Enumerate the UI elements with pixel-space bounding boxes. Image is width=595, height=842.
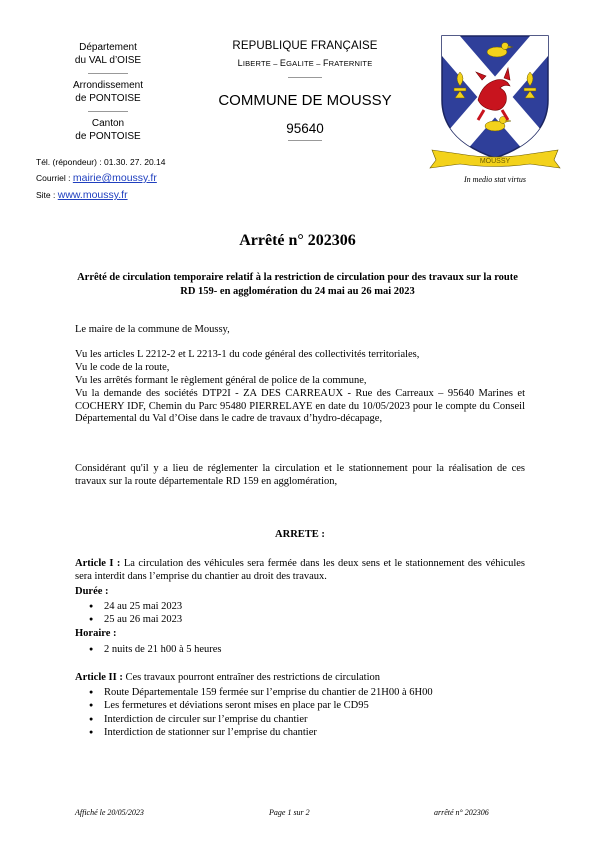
article-1 [75,558,525,583]
site-label: Site : [36,190,56,200]
list-item: ● Route Départementale 159 fermée sur l’emprise du chantier de 21H00 à 6H00 [75,686,535,699]
list-item: ● 2 nuits de 21 h00 à 5 heures [75,643,525,656]
canton-line2: de PONTOISE [75,130,141,142]
motto-separator: – [270,59,280,68]
divider [288,140,322,141]
article-2 [75,672,525,685]
horaire-label: Horaire : [75,628,117,639]
motto-1-cap: L [237,58,243,68]
canton-line1: Canton [91,118,125,129]
latin-motto: In medio stat virtus [464,175,526,184]
motto-3-rest: RATERNITE [328,59,373,68]
website-link[interactable]: www.moussy.fr [57,189,128,201]
footer-reference: arrêté n° 202306 [434,808,489,817]
article-1-label: Article I : [75,558,121,569]
email-label: Courriel : [36,173,71,183]
commune-name: COMMUNE DE MOUSSY [218,92,392,109]
vu-article-1: Vu les articles L 2212-2 et L 2213-1 du code général des collectivités territoriales, [75,349,420,360]
divider [288,77,322,78]
vu-article-2: Vu le code de la route, [75,362,170,373]
vu-article-4: Vu la demande des sociétés DTP2I - ZA DES CARREAUX - Rue des Carreaux – 95640 Marines et COCHERY IDF, Chemin du Parc 95480 PIERRELAYE en date du 10/05/2023 pour le compte du Conseil Départemental du Val d’Oise dans le cadre de travaux d’hydro-décapage, [75,388,525,425]
arrete-heading: ARRETE : [275,529,325,540]
banner-label: MOUSSY [479,158,511,165]
list-item: ● Les fermetures et déviations seront mises en place par le CD95 [75,699,535,712]
article-2-label: Article II : [75,672,123,683]
republic-motto [205,58,405,68]
contact-phone [36,157,166,167]
list-item: ● 24 au 25 mai 2023 [75,600,525,613]
departement-line1: Département [79,42,137,53]
decree-subtitle: Arrêté de circulation temporaire relatif à la restriction de circulation pour des travaux sur la route RD 159- en agglomération du 24 mai au 26 mai 2023 [77,272,518,297]
motto-separator: – [314,59,323,68]
contact-website [36,189,128,201]
motto-2-rest: GALITE [286,59,314,68]
arrondissement-line1: Arrondissement [72,80,144,91]
motto-2-cap: E [279,58,287,68]
motto-3-cap: F [322,58,329,68]
email-link[interactable]: mairie@moussy.fr [72,172,157,184]
decree-title: Arrêté n° 202306 [239,232,356,249]
arrondissement-line2: de PONTOISE [75,92,141,104]
canton [58,118,158,143]
article-2-list [75,686,535,740]
departement-line2: du VAL d’OISE [74,54,142,66]
postal-code: 95640 [286,121,324,136]
footer-page-number: Page 1 sur 2 [269,808,310,817]
considerant-paragraph: Considérant qu'il y a lieu de réglementer la circulation et le stationnement pour la réalisation de ces travaux sur la route départementale RD 159 en agglomération, [75,463,525,487]
contact-email [36,172,157,184]
duree-label: Durée : [75,586,109,597]
divider [88,73,128,74]
commune-header [205,40,405,145]
list-item: ● 25 au 26 mai 2023 [75,613,525,626]
duree-list [75,600,525,627]
arrondissement [58,80,158,105]
article-2-text: Ces travaux pourront entraîner des restrictions de circulation [122,672,380,683]
phone-label: Tél. (répondeur) : [36,157,102,167]
motto-1-rest: IBERTE [242,59,271,68]
republic-title: REPUBLIQUE FRANÇAISE [232,40,378,52]
vu-article-3: Vu les arrêtés formant le règlement général de police de la commune, [75,375,367,386]
coat-of-arms-icon [420,28,570,170]
administrative-block [58,42,158,149]
article-1-text: La circulation des véhicules sera fermée dans les deux sens et le stationnement des véhicules sera interdit dans l’emprise du chantier au droit des travaux. [75,558,525,582]
intro-line: Le maire de la commune de Moussy, [75,324,230,335]
footer-posted-date: Affiché le 20/05/2023 [75,808,144,817]
horaire-list [75,643,525,656]
list-item: ● Interdiction de stationner sur l’emprise du chantier [75,726,535,739]
list-item: ● Interdiction de circuler sur l’emprise du chantier [75,713,535,726]
phone-value: 01.30. 27. 20.14 [104,157,166,167]
divider [88,111,128,112]
departement [58,42,158,67]
